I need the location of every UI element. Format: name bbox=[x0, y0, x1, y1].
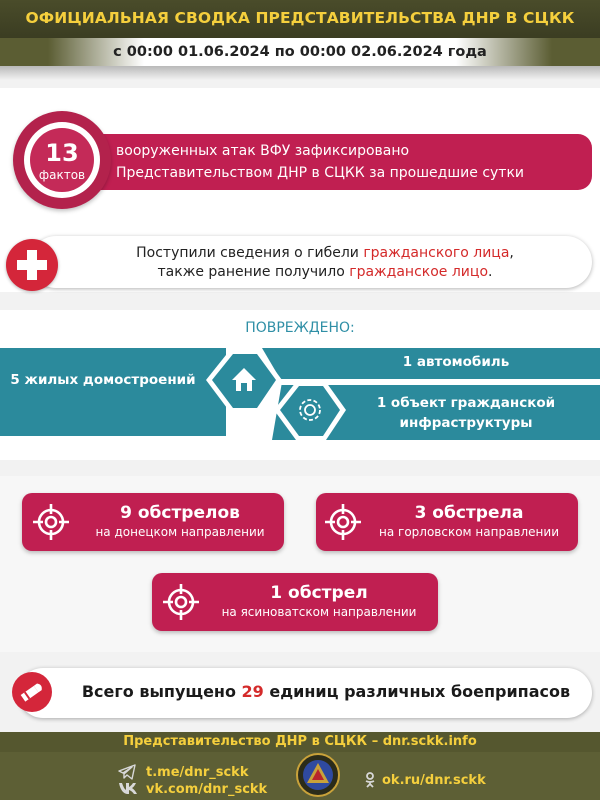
damaged-infra-line-1: 1 объект гражданской bbox=[376, 395, 556, 411]
shelling-count: 1 обстрел bbox=[270, 583, 368, 603]
damaged-infrastructure bbox=[356, 393, 576, 433]
target-icon bbox=[162, 583, 200, 621]
attacks-description bbox=[116, 140, 586, 184]
shelling-direction: на донецком направлении bbox=[95, 525, 265, 539]
odnoklassniki-icon bbox=[364, 772, 376, 788]
casualty-highlight: гражданского лица bbox=[363, 245, 510, 261]
shelling-count: 9 обстрелов bbox=[120, 503, 240, 523]
target-icon bbox=[32, 503, 70, 541]
ammo-total bbox=[60, 681, 592, 703]
vk-link[interactable]: vk.com/dnr_sckk bbox=[146, 782, 268, 797]
medical-cross-icon-h bbox=[17, 260, 47, 270]
damaged-infra-line-2: инфраструктуры bbox=[399, 415, 533, 431]
attacks-line-2: Представительством ДНР в СЦКК за прошедшие сутки bbox=[116, 165, 525, 181]
attacks-count-unit: фактов bbox=[38, 168, 86, 182]
footer-site: Представительство ДНР в СЦКК – dnr.sckk.info bbox=[123, 734, 477, 749]
shelling-direction: на ясиноватском направлении bbox=[221, 605, 417, 619]
ammo-count: 29 bbox=[241, 682, 264, 701]
telegram-link[interactable]: t.me/dnr_sckk bbox=[146, 765, 249, 780]
telegram-icon bbox=[118, 764, 136, 780]
attacks-count: 13 bbox=[45, 139, 79, 167]
page-title: ОФИЦИАЛЬНАЯ СВОДКА ПРЕДСТАВИТЕЛЬСТВА ДНР В СЦКК bbox=[25, 9, 575, 27]
casualties-text: . bbox=[488, 264, 493, 280]
report-period: с 00:00 01.06.2024 по 00:00 02.06.2024 года bbox=[113, 44, 487, 60]
damaged-houses: 5 жилых домостроений bbox=[10, 372, 196, 388]
damaged-title: ПОВРЕЖДЕНО: bbox=[245, 320, 355, 336]
casualties-line-1 bbox=[60, 243, 590, 263]
casualties-text: Поступили сведения о гибели bbox=[136, 245, 364, 261]
bullet-icon bbox=[12, 672, 52, 712]
sckk-emblem bbox=[296, 753, 340, 797]
casualties-line-2 bbox=[60, 262, 590, 282]
emblem-icon bbox=[298, 755, 338, 795]
target-icon bbox=[324, 503, 362, 541]
shelling-direction: на горловском направлении bbox=[379, 525, 559, 539]
header-shadow bbox=[0, 66, 600, 80]
casualty-highlight: гражданское лицо bbox=[349, 264, 489, 280]
ok-link[interactable]: ok.ru/dnr.sckk bbox=[382, 773, 486, 788]
casualties-text: также ранение получило bbox=[157, 264, 350, 280]
ammo-text: единиц различных боеприпасов bbox=[263, 682, 571, 701]
houses-band bbox=[0, 348, 226, 436]
damaged-car: 1 автомобиль bbox=[402, 354, 510, 370]
ammo-text: Всего выпущено bbox=[81, 682, 242, 701]
casualties-text: , bbox=[509, 245, 514, 261]
shelling-count: 3 обстрела bbox=[414, 503, 524, 523]
vk-icon bbox=[118, 781, 138, 795]
attacks-line-1: вооруженных атак ВФУ зафиксировано bbox=[116, 143, 410, 159]
